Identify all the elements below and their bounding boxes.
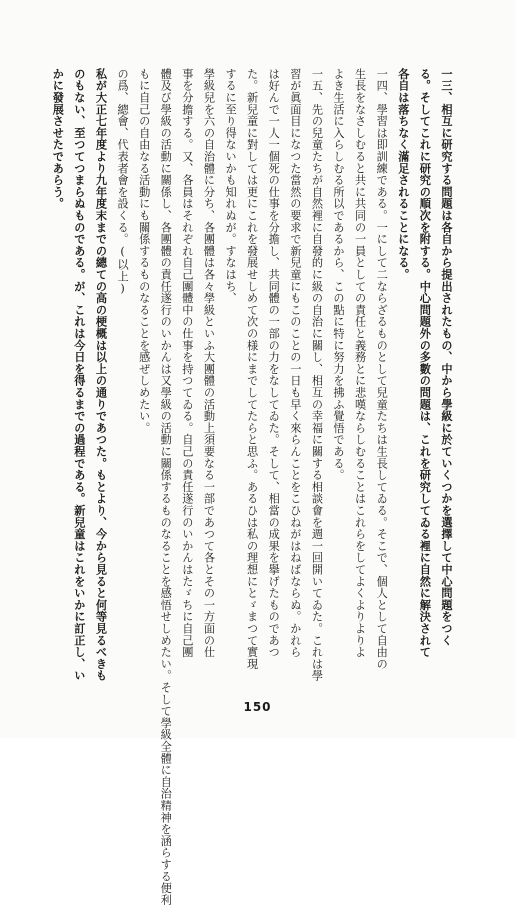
text-line: 一四、學習は即訓練である。一にして二ならざるものとして兒童たちは生長してゐる。そこで、個人として自由の [375, 68, 389, 670]
text-line: もに自己の自由なる活動にも關係するものなることを感ぜしめたい。 [137, 68, 151, 434]
text-line: た。新兒童に對しては更にこれを發展せしめて次の様にまでしてたらと思ふ。あるひは私の理想にとゞまつて實現 [245, 68, 259, 670]
text-line: 學級兒を六の自治體に分ち、各團體は各々學級といふ大團體の活動上須要なる一部であつて各とその一方面の仕 [202, 68, 216, 658]
page-number: 150 [243, 700, 272, 714]
text-line: 一三、相互に研究する問題は各自から提出されたもの、中から學級に於ていくつかを選擇して中心問題をつく [440, 68, 454, 647]
text-line: 事を分擔する。又、各員はそれぞれ自己團體中の仕事を持つてゐる。自己の責任遂行のいかんはたゞちに自己團 [180, 68, 194, 658]
text-line: よき生活に入らしむる所以であるから、この點に特に努力を拂ふ覺悟である。 [332, 68, 346, 481]
text-line: の爲、總會、代表者會を設くる。(以上) [116, 68, 130, 296]
text-line: 習が眞面目になつた當然の要求で新兒童にもこのことの一日も早く來らんことをこひねがはねばならぬ。かれら [288, 68, 302, 658]
text-line: は好んで一人一個死の仕事を分擔し、共同體の一部の力をなしてゐた。そして、相當の成果を擧げたものであつ [267, 68, 281, 658]
text-line: 私が大正七年度より九年度末までの總ての高の梗概は以上の通りであつた。もとより、今から見ると何等見るべきも [94, 68, 109, 682]
text-line: 體及び學級の活動に關係し、各團體の責任遂行のいかんは又學級の活動に關係するものなることを感悟せしめたい。そして學級全體に自治精神を涵らする便利 [159, 68, 173, 906]
text-line: 生長をなさしむると共に共同の一員としての責任と義務とに悲嘆ならしむることはこれらをしてよくよりよりよ [353, 68, 367, 658]
text-line: 各自は落ちなく滿足されることになる。 [396, 68, 411, 281]
text-line: かに發展させたであらう。 [51, 68, 66, 210]
text-line: のもない、至つてつまらぬものである。が、これは今日を得るまでの過程である。新兒童はこれをいかに訂正し、い [72, 68, 87, 682]
text-line: するに至り得ないかも知れぬが。すなはち、 [224, 68, 238, 304]
text-line: 一五、先の兒童たちが自然裡に自發的に級の自治に關し、相互の幸福に關する相談會を週一回開いてゐた。これは學 [310, 68, 324, 682]
text-line: る。そしてこれに研究の順次を附する。中心問題外の多數の問題は、これを研究してゐる裡に自然に解決されて [418, 68, 433, 658]
